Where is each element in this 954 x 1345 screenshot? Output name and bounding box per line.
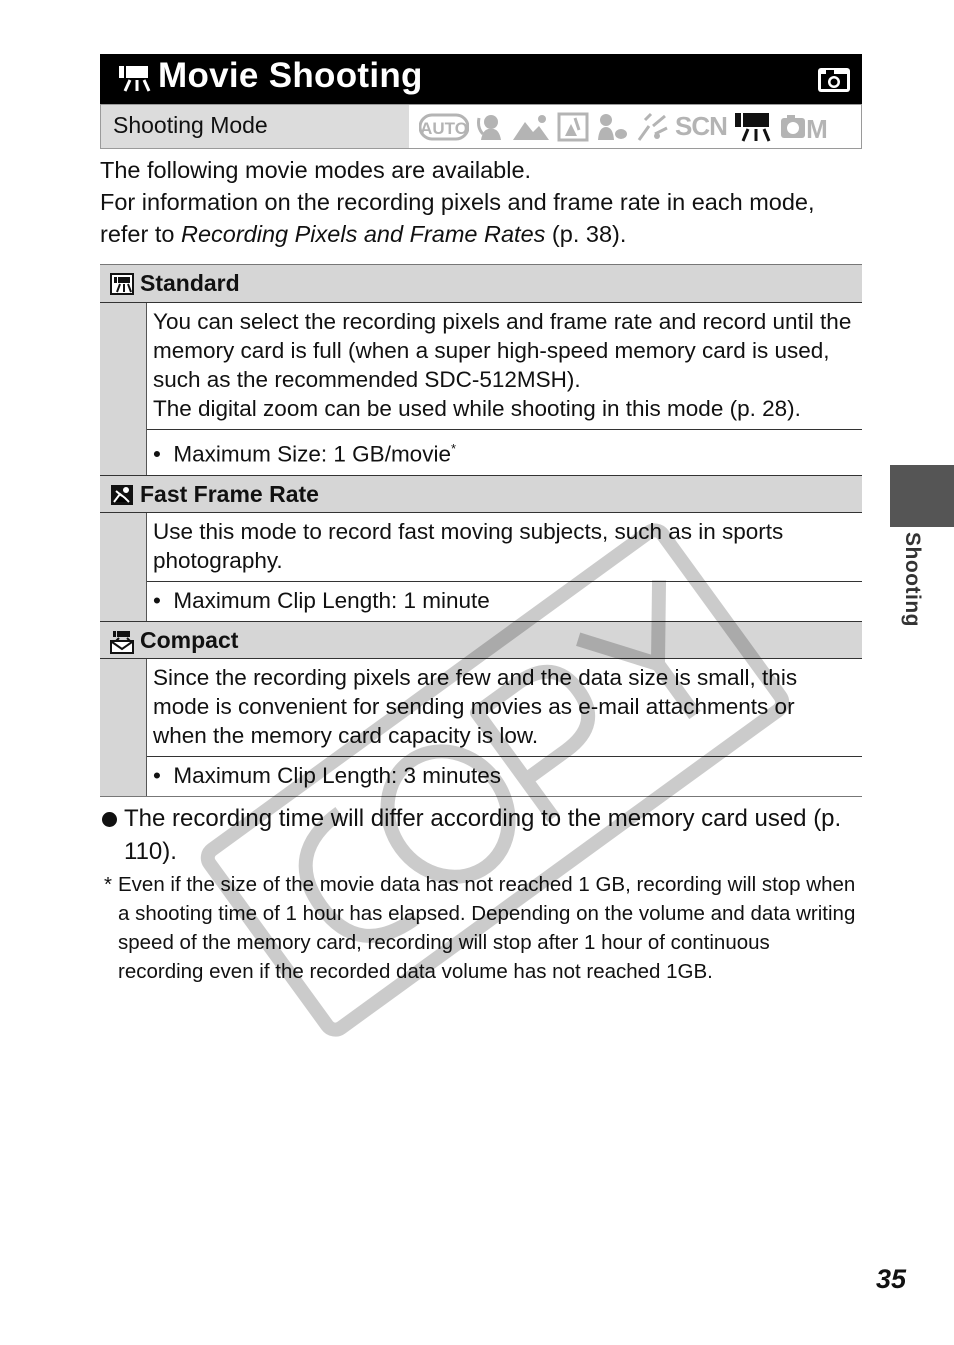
mode-compact [100, 621, 862, 796]
camera-icon [816, 66, 852, 94]
kids-pets-mode-icon [595, 112, 629, 142]
mode-standard [100, 265, 862, 475]
movie-modes-table [100, 264, 862, 797]
mode-spec: • Maximum Size: 1 GB/movie* [153, 441, 457, 467]
mode-description: Use this mode to record fast moving subjects, such as in sports photography. [147, 513, 862, 582]
mode-header [100, 265, 862, 303]
bullet-dot-icon [102, 812, 117, 827]
portrait-mode-icon [475, 112, 505, 142]
page-title: Movie Shooting [158, 56, 423, 95]
mode-fast-frame-rate [100, 475, 862, 621]
shooting-mode-bar [100, 104, 862, 149]
mode-spec: • Maximum Clip Length: 1 minute [153, 587, 490, 613]
footnote-mark: * [104, 873, 112, 896]
landscape-mode-icon [511, 112, 551, 142]
shooting-mode-label: Shooting Mode [113, 112, 268, 138]
compact-movie-icon [110, 630, 134, 654]
scene-mode-icon: SCN [675, 111, 727, 141]
mode-spec: • Maximum Clip Length: 3 minutes [153, 762, 502, 788]
auto-mode-icon [419, 113, 469, 141]
svg-text:M: M [806, 113, 828, 142]
mode-title: Compact [140, 626, 239, 653]
svg-text:AUTO: AUTO [420, 118, 468, 138]
night-scene-mode-icon [557, 112, 589, 142]
cross-reference: Recording Pixels and Frame Rates [180, 221, 546, 247]
standard-movie-icon [110, 273, 134, 295]
mode-title: Standard [140, 270, 240, 296]
footnote: * Even if the size of the movie data has not reached 1 GB, recording will stop when a shooting time of 1 hour has elapsed. Depending on the volume and data writing speed of the memory card, recording will stop after 1 hour of continuous recording even if the recorded data volume has not reached 1GB. [104, 870, 860, 986]
manual-mode-icon [779, 112, 829, 142]
mode-description: Since the recording pixels are few and the data size is small, this mode is convenient for sending movies as e-mail attachments or when the memory card capacity is low. [147, 659, 862, 757]
fast-frame-rate-icon [110, 484, 134, 506]
intro-reference: For information on the recording pixels and frame rate in each mode, refer to Recording Pixels and Frame Rates (p. 38). [100, 189, 815, 247]
mode-icon-strip [409, 105, 861, 148]
mode-header [100, 475, 862, 513]
intro-text [100, 154, 860, 250]
recording-time-note: The recording time will differ according to the memory card used (p. 110). [100, 802, 860, 868]
section-label: Shooting [901, 532, 924, 627]
section-tab [890, 465, 954, 527]
mode-header [100, 621, 862, 659]
mode-description: You can select the recording pixels and frame rate and record until the memory card is full (when a super high-speed memory card is used, such as the recommended SDC-512MSH). The digital zoom can be used while shooting in this mode (p. 28). [147, 303, 862, 430]
indoor-mode-icon [635, 112, 669, 142]
movie-mode-icon [733, 111, 773, 143]
movie-camera-icon [116, 64, 152, 92]
page-number: 35 [876, 1264, 907, 1294]
title-bar [100, 54, 862, 104]
mode-title: Fast Frame Rate [140, 480, 319, 507]
intro-line: The following movie modes are available. [100, 157, 532, 183]
